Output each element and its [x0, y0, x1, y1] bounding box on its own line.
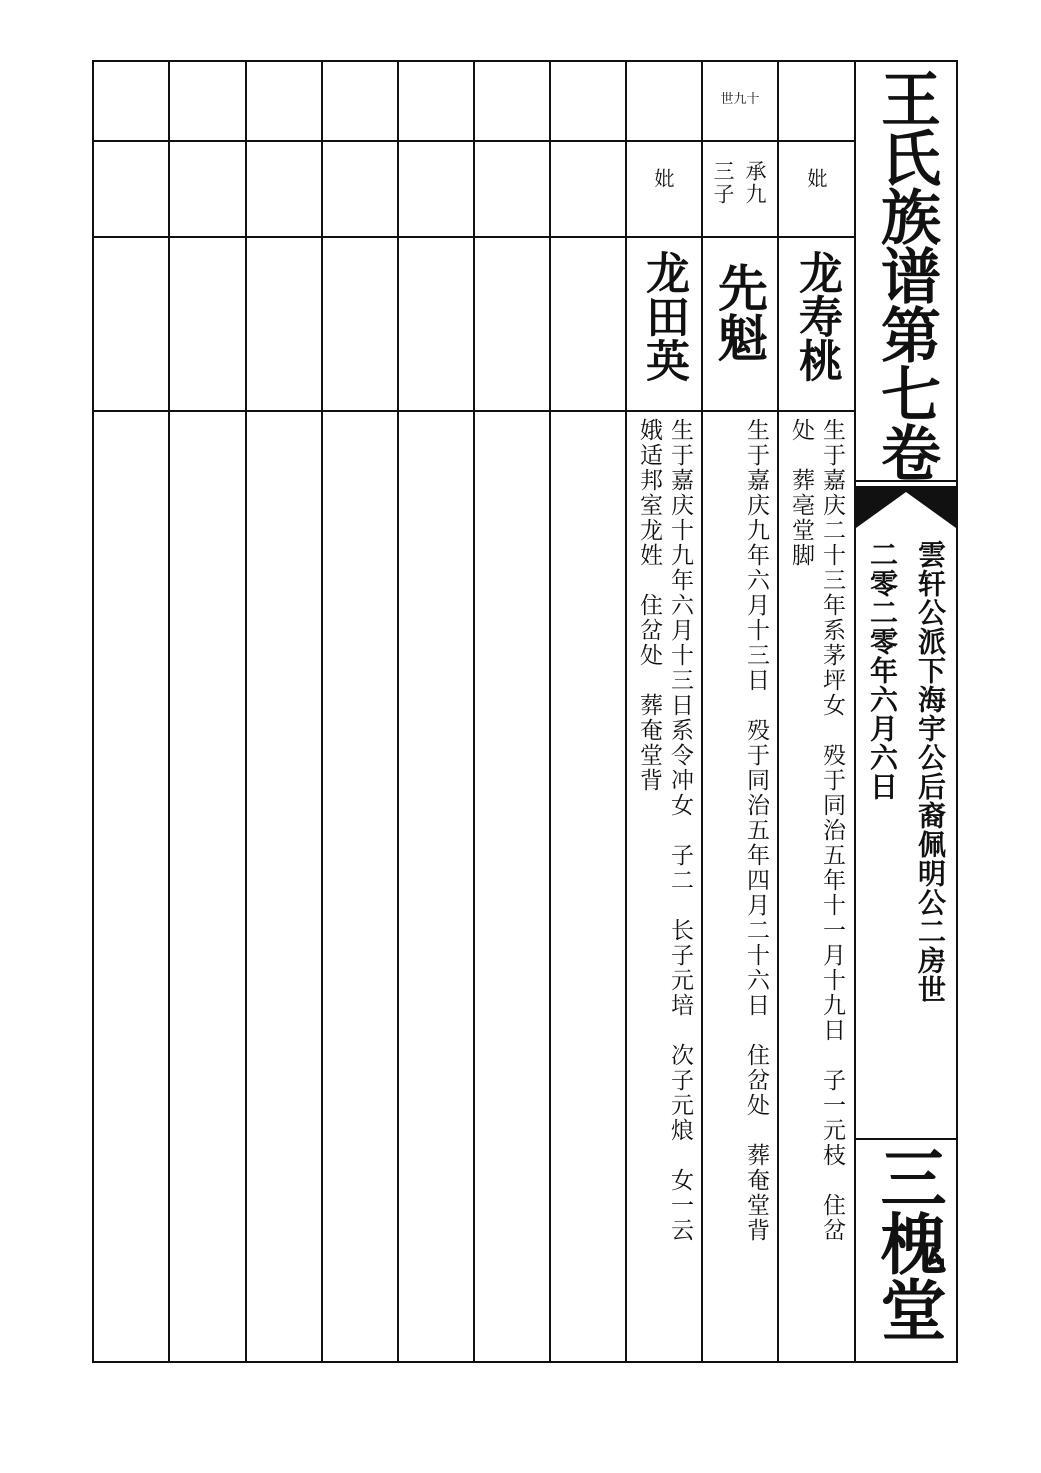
compile-date: 二零二零年六月六日: [866, 540, 899, 801]
grid-line: [777, 61, 779, 1362]
biography-line: 处 葬亳堂脚: [788, 418, 814, 568]
relation-label: 妣: [651, 168, 675, 188]
biography-line: 生于嘉庆十九年六月十三日系令冲女 子二 长子元培 次子元烺 女一云: [667, 418, 693, 1243]
biography-line: 生于嘉庆二十三年系茅坪女 殁于同治五年十一月十九日 子一元枝 住岔: [819, 418, 845, 1243]
biography-line: 生于嘉庆九年六月十三日 殁于同治五年四月二十六日 住岔处 葬奄堂背: [743, 418, 769, 1243]
biography-line: 娥适邦室龙姓 住岔处 葬奄堂背: [636, 418, 662, 793]
grid-line: [549, 61, 551, 1362]
hall-name: 三槐堂: [869, 1144, 947, 1342]
fishtail-ornament: [856, 488, 956, 532]
grid-line: [625, 61, 627, 1362]
person-name: 龙田英: [638, 250, 689, 382]
grid-line: [93, 140, 855, 142]
person-name: 龙寿桃: [791, 250, 842, 382]
grid-line: [701, 61, 703, 1362]
grid-line: [93, 236, 855, 238]
grid-line: [473, 61, 475, 1362]
relation-label: 妣: [804, 168, 828, 188]
person-name: 先魁: [710, 262, 769, 362]
relation-label: 三子: [711, 160, 735, 206]
book-title: 王氏族谱第七卷: [871, 68, 941, 481]
relation-label: 承九: [743, 160, 767, 206]
title-divider: [856, 480, 956, 482]
hall-divider: [856, 1138, 956, 1140]
grid-line: [397, 61, 399, 1362]
grid-line: [245, 61, 247, 1362]
grid-line: [168, 61, 170, 1362]
title-panel: [856, 62, 956, 1361]
generation-label: 世九十: [720, 92, 760, 107]
grid-line: [93, 410, 855, 412]
lineage-text: 雲轩公派下海宇公后裔佩明公二房世: [914, 540, 947, 1004]
grid-line: [321, 61, 323, 1362]
